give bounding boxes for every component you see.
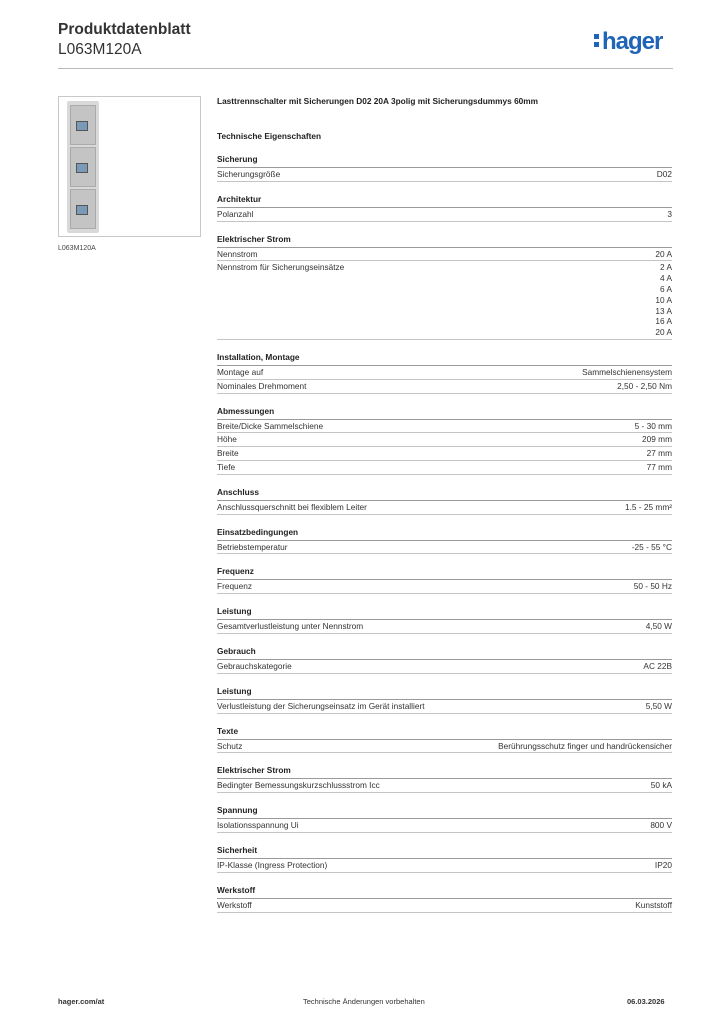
property-row [217,168,672,182]
property-value: 16 A [655,316,672,327]
property-section [217,153,672,182]
property-value: 4 A [660,273,672,284]
property-row [217,620,672,634]
property-values [655,249,672,260]
footer-website: hager.com/at [58,997,105,1006]
property-value: 4,50 W [645,621,672,632]
section-title: Spannung [217,804,672,819]
section-title: Architektur [217,193,672,208]
section-title: Installation, Montage [217,351,672,366]
property-value: Sammelschienensystem [582,366,672,377]
property-values [646,621,672,632]
property-values [498,741,672,752]
property-label: Gesamtverlustleistung unter Nennstrom [217,621,364,632]
property-row [217,248,672,262]
property-value: 10 A [655,294,672,305]
property-label: Verlustleistung der Sicherungseinsatz im Gerät installiert [217,700,425,711]
property-row [217,261,672,340]
section-title: Frequenz [217,565,672,580]
property-row [217,501,672,515]
tech-properties-title: Technische Eigenschaften [217,131,322,141]
logo-dots-icon [594,34,600,48]
property-values [647,448,672,459]
property-value: 1.5 - 25 mm² [624,501,672,512]
property-row [217,740,672,754]
property-row [217,899,672,913]
property-value: 77 mm [646,461,672,472]
property-values [643,661,672,672]
property-section [217,645,672,674]
property-row [217,700,672,714]
property-section [217,605,672,634]
property-section [217,804,672,833]
property-section [217,764,672,793]
property-value: Berührungsschutz finger und handrückensicher [498,740,672,751]
section-title: Abmessungen [217,405,672,420]
property-label: Polanzahl [217,208,254,219]
property-values [650,820,672,831]
property-section [217,725,672,754]
property-section [217,233,672,340]
property-section [217,844,672,873]
property-value: D02 [656,169,672,179]
property-value: AC 22B [643,660,672,671]
property-value: 5,50 W [645,700,672,711]
property-value: 13 A [655,305,672,316]
property-row [217,580,672,594]
property-values [647,462,672,473]
property-values [617,381,672,392]
property-value: 6 A [660,283,672,294]
property-values [667,209,672,220]
property-label: Nennstrom [217,248,258,259]
property-value: -25 - 55 °C [631,541,672,552]
property-label: Höhe [217,434,237,445]
footer-notice: Technische Änderungen vorbehalten [303,997,425,1006]
product-code: L063M120A [58,41,142,58]
property-row [217,461,672,475]
property-value: 20 A [655,327,672,338]
property-row [217,380,672,394]
property-row [217,541,672,555]
property-row [217,859,672,873]
property-value: 20 A [655,248,672,259]
property-label: Tiefe [217,461,236,472]
property-label: Breite/Dicke Sammelschiene [217,420,324,431]
property-values [635,421,672,432]
property-label: Bedingter Bemessungskurzschlussstrom Icc [217,780,380,791]
property-values [655,860,672,871]
section-title: Leistung [217,605,672,620]
property-label: Montage auf [217,366,264,377]
property-values [651,780,672,791]
section-title: Sicherheit [217,844,672,859]
property-row [217,433,672,447]
property-row [217,447,672,461]
property-value: 50 - 50 Hz [633,581,672,592]
property-value: 50 kA [650,780,672,791]
section-title: Gebrauch [217,645,672,660]
property-label: Nennstrom für Sicherungseinsätze [217,262,345,273]
section-title: Werkstoff [217,884,672,899]
property-values [582,367,672,378]
property-row [217,779,672,793]
section-title: Texte [217,725,672,740]
property-label: Gebrauchskategorie [217,660,292,671]
property-value: Kunststoff [635,899,672,910]
property-values [657,169,672,180]
property-section [217,351,672,394]
property-value: 209 mm [642,434,672,445]
property-label: Frequenz [217,581,253,592]
property-label: Anschlussquerschnitt bei flexiblem Leiter [217,501,367,512]
property-values [642,434,672,445]
product-image [58,96,201,237]
property-section [217,486,672,515]
property-value: IP20 [654,859,672,870]
property-row [217,366,672,380]
property-section [217,405,672,475]
property-section [217,565,672,594]
property-section [217,884,672,913]
property-values [655,262,672,338]
property-values [632,542,672,553]
property-values [625,502,672,513]
property-section [217,526,672,555]
section-title: Anschluss [217,486,672,501]
footer-date: 06.03.2026 [627,997,665,1006]
property-value: 800 V [650,820,672,831]
property-label: Betriebstemperatur [217,541,288,552]
property-value: 27 mm [646,448,672,459]
property-row [217,660,672,674]
logo-text: hager [602,28,663,55]
product-image-caption: L063M120A [58,245,96,252]
property-row [217,420,672,434]
hager-logo [594,28,662,56]
property-values [646,701,672,712]
header-divider [58,68,673,69]
property-label: Schutz [217,740,243,751]
section-title: Elektrischer Strom [217,764,672,779]
property-section [217,685,672,714]
property-label: Nominales Drehmoment [217,380,307,391]
section-title: Sicherung [217,153,672,168]
page-header [58,20,191,60]
section-title: Einsatzbedingungen [217,526,672,541]
product-description: Lasttrennschalter mit Sicherungen D02 20A 3polig mit Sicherungsdummys 60mm [217,96,539,106]
property-label: Sicherungsgröße [217,169,281,179]
page-title: Produktdatenblatt [58,21,191,38]
property-values [634,581,672,592]
section-title: Elektrischer Strom [217,233,672,248]
property-value: 3 [667,208,672,219]
property-label: Isolationsspannung Ui [217,820,299,831]
property-values [635,900,672,911]
product-device-icon [67,101,99,233]
property-label: Breite [217,448,239,459]
property-row [217,208,672,222]
property-value: 2 A [660,262,672,273]
property-label: Werkstoff [217,899,252,910]
property-row [217,819,672,833]
properties-list [217,153,672,924]
property-value: 2,50 - 2,50 Nm [617,380,672,391]
property-section [217,193,672,222]
property-label: IP-Klasse (Ingress Protection) [217,859,328,870]
section-title: Leistung [217,685,672,700]
property-value: 5 - 30 mm [634,420,672,431]
